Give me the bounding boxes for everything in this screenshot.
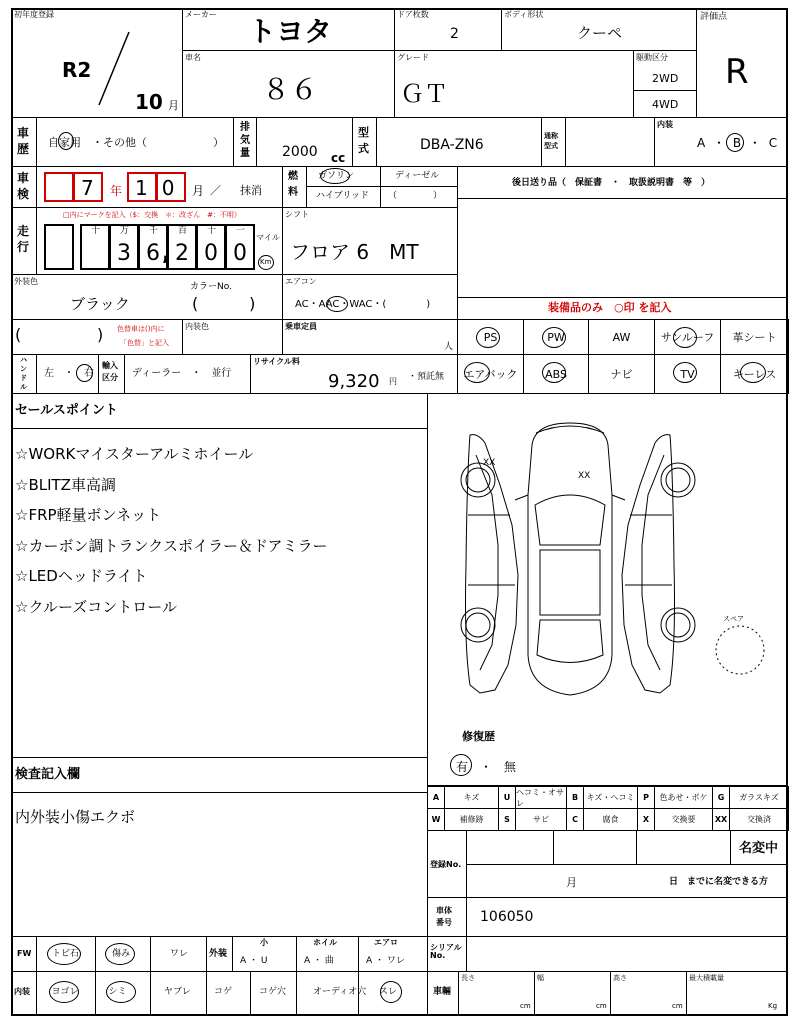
legend-desc: 腐食 <box>583 808 638 831</box>
handle-right-circle <box>76 364 93 382</box>
recolor-note-2: 「色替」と記入 <box>120 339 169 347</box>
equipment-label: エアバック <box>463 368 518 381</box>
exterior-wheel-label: ホイル <box>313 938 337 947</box>
legend-desc: ヘコミ・オサレ <box>515 786 567 809</box>
sales-point-item: ☆カーボン調トランクスポイラー＆ドアミラー <box>15 536 328 555</box>
import-label-1: 輸入 <box>102 361 118 370</box>
exterior-label: 外装 <box>209 949 228 959</box>
legend-code: C <box>566 808 584 831</box>
equipment-label: PS <box>483 330 498 344</box>
doors-value: 2 <box>450 26 459 42</box>
interior-row-label: 内装 <box>14 987 30 996</box>
equipment-label: ナビ <box>610 368 633 381</box>
carname-label: 車名 <box>185 53 201 62</box>
interior-grades: A ・ B ・ C <box>697 136 780 150</box>
legend-code: G <box>712 786 730 809</box>
dims-cell <box>427 971 788 1016</box>
date-slash <box>95 30 135 110</box>
equip-header: 装備品のみ ○印 を記入 <box>548 301 672 314</box>
common-model-label-2: 型式 <box>544 142 558 150</box>
model-value: DBA-ZN6 <box>420 137 484 153</box>
recolor-note-1: 色替車は()内に <box>117 325 165 333</box>
equipment-cell-row2-2 <box>588 354 655 394</box>
interior-damage-item: シミ <box>108 987 127 997</box>
history-value: 自家用 ・その他（ ） <box>48 136 224 149</box>
interior-damage-item: スレ <box>379 987 398 997</box>
odometer-unit-label: 十 <box>207 226 217 236</box>
interior-label: 内装 <box>657 120 673 129</box>
interior-divider <box>95 971 96 1016</box>
legend-desc: 補修跡 <box>444 808 499 831</box>
legend-code: P <box>637 786 655 809</box>
legend-code: B <box>566 786 584 809</box>
equipment-circle <box>673 362 697 383</box>
inspection-year-unit: 年 <box>110 184 123 198</box>
fw-item-2: 傷み <box>112 949 131 959</box>
handle-label-4: ル <box>20 383 27 391</box>
reg-month: 10 <box>135 90 163 114</box>
recolor-paren-right: ) <box>97 325 104 344</box>
equipment-circle <box>542 327 566 348</box>
interior-divider <box>358 971 359 1016</box>
shift-label: シフト <box>285 210 309 219</box>
interior-item-circle <box>49 981 79 1003</box>
legend-desc: 交換済 <box>729 808 789 831</box>
mileage-note: □内にマークを記入（$：交換 ＊：改ざん #：不明） <box>63 211 241 219</box>
era-year: R2 <box>62 58 92 82</box>
import-value: ディーラー ・ 並行 <box>132 368 232 379</box>
name-change: 名変中 <box>739 841 779 856</box>
sales-point-item: ☆FRP軽量ボンネット <box>15 506 162 524</box>
interior-damage-item: オーディオ穴 <box>313 987 367 997</box>
inspection-notes-text: 内外装小傷エクボ <box>15 808 136 826</box>
import-label-2: 区分 <box>102 373 118 382</box>
history-label-1: 車 <box>17 126 30 140</box>
interior-item-circle <box>380 981 402 1003</box>
exterior-wheel-value: A ・ 曲 <box>304 956 334 966</box>
maker-value: トヨタ <box>248 15 333 48</box>
equipment-label: サンルーフ <box>660 331 715 344</box>
aircon-label: エアコン <box>285 277 317 286</box>
inspection-notes-box <box>11 757 428 937</box>
legend-desc: キズ <box>444 786 499 809</box>
legend-code: W <box>427 808 445 831</box>
carname-value: ８６ <box>262 73 319 106</box>
legend-desc: 交換要 <box>654 808 713 831</box>
equipment-label: TV <box>680 367 695 381</box>
inspection-year: 7 <box>81 176 94 200</box>
mileage-mark-box <box>44 224 74 270</box>
equipment-circle <box>673 327 697 348</box>
recycle-fee: 9,320 <box>328 371 380 392</box>
spare-label: スペア <box>723 615 744 623</box>
legend-code: S <box>498 808 516 831</box>
legend-desc: 色あせ・ボケ <box>654 786 713 809</box>
recycle-label: リサイクル料 <box>253 357 300 366</box>
handle-label-1: ハ <box>20 356 27 364</box>
drive-2wd: 2WD <box>652 72 679 85</box>
width-label: 幅 <box>537 974 544 982</box>
equipment-circle <box>476 327 500 348</box>
aircon-options: AC・AAC・WAC・( ) <box>295 299 431 310</box>
inspection-cancelled: 抹消 <box>240 184 262 197</box>
score-value: R <box>725 52 749 92</box>
interior-grade-circle <box>726 133 744 152</box>
odometer-unit-label: 万 <box>120 226 130 236</box>
vin-label-2: 番号 <box>436 918 452 927</box>
fuel-gasoline-circle <box>320 168 350 184</box>
body-value: クーペ <box>577 24 623 42</box>
interior-divider <box>36 971 37 1016</box>
fuel-gasoline: ガソリン <box>318 171 355 181</box>
fuel-diesel: ディーゼル <box>395 171 440 181</box>
score-label: 評価点 <box>700 12 728 22</box>
registration-month-unit: 月 <box>566 876 577 889</box>
recycle-unit: 円 <box>389 377 397 386</box>
handle-label-2: ン <box>20 365 27 373</box>
odometer-digit: 0 <box>233 241 247 266</box>
equipment-label: PW <box>547 330 565 344</box>
color-label: 外装色 <box>14 277 38 286</box>
aircon-aac-circle <box>326 296 348 312</box>
capacity-label: 乗車定員 <box>285 322 317 331</box>
shift-value: フロア 6 MT <box>290 240 419 264</box>
displacement-label-1: 排 <box>240 122 250 133</box>
equipment-circle <box>740 362 766 383</box>
mileage-label-1: 走 <box>17 224 30 238</box>
repair-label: 修復歴 <box>462 730 495 743</box>
grade-value: ＧＴ <box>400 80 448 108</box>
inspection-slash: ／ <box>210 184 221 197</box>
equipment-label: AW <box>612 330 631 344</box>
handle-value: 左 ・ 右 <box>44 368 94 379</box>
length-unit: cm <box>520 1002 531 1010</box>
equipment-cell-row1-2 <box>588 319 655 355</box>
sales-point-item: ☆WORKマイスターアルミホイール <box>15 445 254 463</box>
legend-code: U <box>498 786 516 809</box>
odometer-unit-label: 一 <box>236 226 246 236</box>
legend-code: XX <box>712 808 730 831</box>
legend-desc: ガラスキズ <box>729 786 789 809</box>
odometer-digit: 3 <box>117 241 131 266</box>
height-label: 高さ <box>613 974 627 982</box>
interior-damage-item: ヤブレ <box>164 987 191 997</box>
inspection-month: 10 <box>135 176 189 200</box>
odometer-digit: 2 <box>175 241 189 266</box>
fuel-hybrid: ハイブリッド <box>316 191 370 201</box>
odometer-digit: 0 <box>204 241 218 266</box>
fw-item-1: トビ石 <box>52 949 80 959</box>
serial-label: シリアルNo. <box>430 943 462 960</box>
diagram-mark-left: XX <box>483 458 496 468</box>
grade-label: グレード <box>397 53 429 62</box>
interior-damage-item: コゲ穴 <box>259 987 287 997</box>
interior-color-label: 内装色 <box>185 322 209 331</box>
km-label: Km <box>260 258 272 266</box>
interior-divider <box>296 971 297 1016</box>
body-label: ボディ形状 <box>504 10 544 19</box>
weight-label: 最大積載量 <box>689 974 724 982</box>
legend-code: A <box>427 786 445 809</box>
car-top-view <box>515 423 625 695</box>
exterior-aero-value: A ・ ワレ <box>366 956 405 966</box>
equipment-cell-row1-4 <box>720 319 789 355</box>
exterior-small-label: 小 <box>260 938 268 947</box>
fuel-label-2: 料 <box>288 187 298 198</box>
equipment-circle <box>542 362 566 383</box>
sales-point-item: ☆BLITZ車高調 <box>15 475 116 494</box>
reg-month-unit: 月 <box>168 99 179 112</box>
width-unit: cm <box>596 1002 607 1010</box>
inspection-label-1: 車 <box>17 171 30 185</box>
sales-points-title: セールスポイント <box>15 403 118 418</box>
equipment-circle <box>464 362 490 383</box>
fw-item-3: ワレ <box>170 949 189 959</box>
length-label: 長さ <box>461 974 475 982</box>
drive-label: 駆動区分 <box>636 53 668 62</box>
equipment-label: キーレス <box>732 368 777 381</box>
inspection-month-unit: 月 <box>192 184 205 198</box>
model-label-1: 型 <box>358 126 369 139</box>
fuel-label-1: 燃 <box>288 171 298 182</box>
repair-value: 有 ・ 無 <box>456 760 517 774</box>
mileage-label-2: 行 <box>17 240 30 254</box>
fw-item-2-circle <box>105 943 135 965</box>
common-model-label-1: 通称 <box>544 132 558 140</box>
weight-unit: Kg <box>768 1002 778 1010</box>
dims-label: 車輛 <box>433 987 452 997</box>
displacement-label-2: 気 <box>240 135 250 146</box>
inspection-notes-title: 検査記入欄 <box>15 767 81 782</box>
registration-day-text: 日 までに名変できる方 <box>669 877 769 887</box>
capacity-unit: 人 <box>444 342 454 352</box>
fw-label: FW <box>17 949 32 958</box>
car-right-side <box>622 435 695 693</box>
serial-cell <box>427 936 788 972</box>
interior-damage-item: コゲ <box>214 987 233 997</box>
recolor-paren-left: ( <box>15 325 22 344</box>
interior-divider <box>150 971 151 1016</box>
sales-point-item: ☆クルーズコントロール <box>15 597 177 616</box>
spare-tire-circle <box>716 626 764 674</box>
displacement-value: 2000 <box>282 144 318 160</box>
odometer-unit-label: 千 <box>149 226 159 236</box>
registration-label: 登録No. <box>430 860 462 869</box>
color-no-value: ( ) <box>192 294 256 313</box>
fuel-other: （ ） <box>388 191 443 201</box>
displacement-label-3: 量 <box>240 148 250 159</box>
mile-label: マイル <box>256 233 280 242</box>
interior-damage-item: ヨゴレ <box>51 987 79 997</box>
recycle-deposit: ・預託無 <box>408 372 445 382</box>
odometer-digit: 6 <box>146 241 160 266</box>
diagram-mark-top: XX <box>578 471 591 481</box>
history-label-2: 歴 <box>17 142 30 156</box>
repair-yes-circle <box>450 754 472 776</box>
legend-desc: キズ・ヘコミ <box>583 786 638 809</box>
vin-value: 106050 <box>480 909 534 925</box>
odometer-separator: , <box>162 241 171 266</box>
odometer-unit-label: 百 <box>178 226 188 236</box>
exterior-small-value: A ・ U <box>240 956 268 966</box>
handle-label-3: ド <box>20 374 27 382</box>
color-value: ブラック <box>70 295 130 313</box>
equipment-label: 革シート <box>732 331 777 344</box>
inspection-label-2: 検 <box>17 187 30 201</box>
equipment-label: ABS <box>545 367 567 381</box>
car-left-side <box>461 435 518 693</box>
interior-item-circle <box>106 981 136 1003</box>
legend-desc: サビ <box>515 808 567 831</box>
doors-label: ドア枚数 <box>397 10 429 19</box>
sales-point-item: ☆LEDヘッドライト <box>15 567 148 585</box>
interior-divider <box>206 971 207 1016</box>
common-model-cell <box>541 117 655 167</box>
color-no-label: カラーNo. <box>190 282 232 292</box>
docs-text: 後日送り品（ 保証書 ・ 取扱説明書 等 ） <box>512 178 711 188</box>
odometer-unit-label: 十 <box>91 226 101 236</box>
fw-item-1-circle <box>47 943 81 965</box>
model-label-2: 式 <box>358 142 369 155</box>
first-reg-label: 初年度登録 <box>14 10 54 19</box>
maker-label: メーカー <box>185 10 217 19</box>
private-use-circle <box>58 132 74 150</box>
inspection-year-box-1 <box>44 172 74 202</box>
exterior-aero-label: エアロ <box>374 938 398 947</box>
vin-label-1: 車体 <box>436 906 452 915</box>
drive-4wd: 4WD <box>652 98 679 111</box>
height-unit: cm <box>672 1002 683 1010</box>
displacement-unit: cc <box>331 151 346 165</box>
interior-divider <box>250 971 251 1016</box>
legend-code: X <box>637 808 655 831</box>
